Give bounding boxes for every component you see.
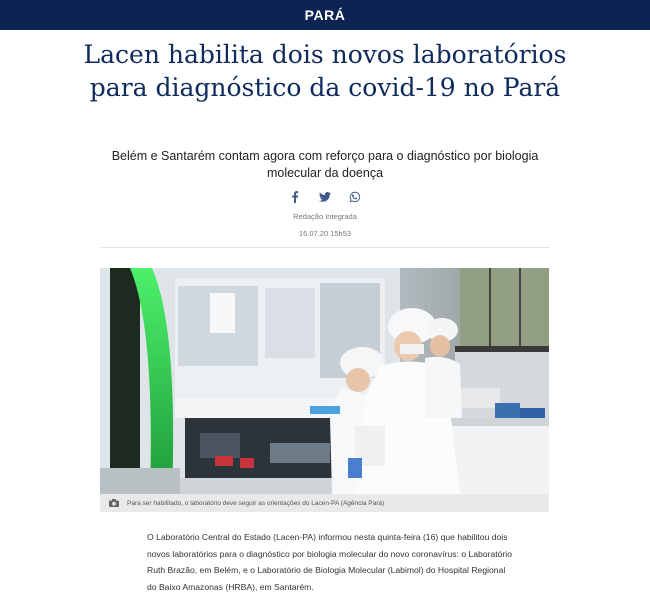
facebook-icon[interactable]: [287, 189, 303, 205]
publish-date: 16.07.20 15h53: [298, 229, 352, 238]
article-body: O Laboratório Central do Estado (Lacen-PA) informou nesta quinta-feira (16) que habilitou dois novos laboratórios para o diagnóstico por biologia molecular do novo coronavírus: o Laboratório Ruth Brazão, em Belém, e o Laboratório de Biologia Molecular (Labimol) do Hospital Regional do Baixo Amazonas (HRBA), em Santarém.: [147, 532, 512, 592]
share-bar: [0, 189, 650, 205]
author-name[interactable]: Redação Integrada: [293, 212, 357, 221]
divider: [100, 247, 550, 248]
article-photo[interactable]: [100, 268, 549, 494]
photo-caption: Para ser habilitado, o laboratório deve seguir as orientações do Lacen-PA (Agência Pará): [127, 499, 385, 507]
whatsapp-icon[interactable]: [347, 189, 363, 205]
photo-caption-bar: [100, 494, 549, 512]
article-title: Lacen habilita dois novos laboratórios para diagnóstico da covid-19 no Pará: [83, 40, 567, 102]
twitter-icon[interactable]: [317, 189, 333, 205]
article-subtitle: Belém e Santarém contam agora com reforço para o diagnóstico por biologia molecular da doença: [111, 149, 539, 180]
camera-icon: [109, 498, 121, 508]
section-header: [0, 0, 650, 30]
section-label[interactable]: PARÁ: [304, 7, 346, 23]
